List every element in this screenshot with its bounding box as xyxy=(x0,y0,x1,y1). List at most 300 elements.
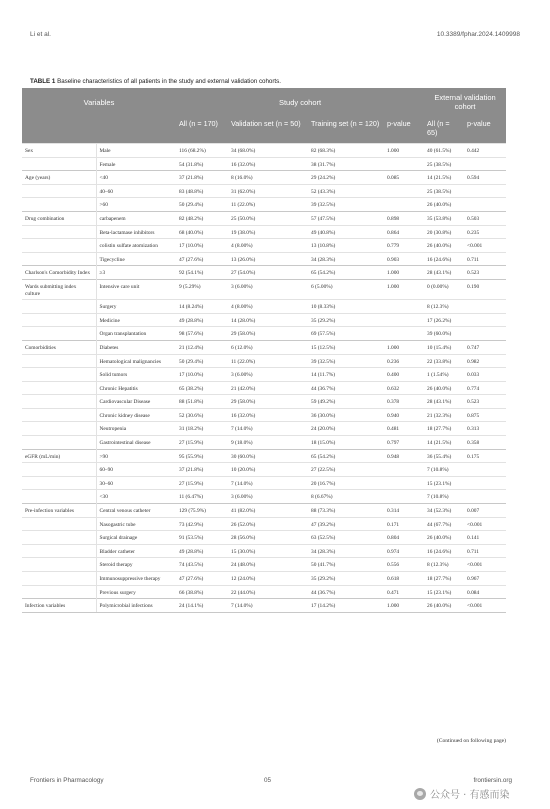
cell-p-value-external: 0.982 xyxy=(464,354,506,368)
cell-all-external: 7 (10.8%) xyxy=(424,463,464,477)
cell-p-value-study xyxy=(384,157,424,171)
cell-p-value-external: <0.001 xyxy=(464,599,506,613)
cell-training-set: 29 (24.2%) xyxy=(308,171,384,185)
cell-p-value-study: 0.400 xyxy=(384,368,424,382)
cell-all-external: 21 (32.3%) xyxy=(424,408,464,422)
cell-all-external: 0 (0.00%) xyxy=(424,279,464,299)
cell-all-external: 17 (26.2%) xyxy=(424,313,464,327)
cell-all-external: 26 (40.0%) xyxy=(424,531,464,545)
cell-p-value-external: 0.711 xyxy=(464,252,506,266)
cell-category: Bladder catheter xyxy=(96,544,176,558)
cell-variable xyxy=(22,558,96,572)
col-header-training-set: Training set (n = 120) xyxy=(308,116,384,144)
cell-variable: Wards submitting index culture xyxy=(22,279,96,299)
cell-category: ≥3 xyxy=(96,266,176,280)
header-external-validation-cohort: External validation cohort xyxy=(424,88,506,116)
continued-note: (Continued on following page) xyxy=(436,738,506,744)
cell-all-study: 95 (55.9%) xyxy=(176,449,228,463)
table-row xyxy=(22,544,506,558)
cell-validation-set: 11 (22.0%) xyxy=(228,198,308,212)
cell-p-value-study: 0.171 xyxy=(384,517,424,531)
cell-validation-set: 6 (12.0%) xyxy=(228,340,308,354)
cell-validation-set: 34 (68.0%) xyxy=(228,144,308,158)
col-header-all-external: All (n = 65) xyxy=(424,116,464,144)
cell-validation-set: 26 (52.0%) xyxy=(228,517,308,531)
cell-variable xyxy=(22,313,96,327)
cell-validation-set: 7 (14.0%) xyxy=(228,422,308,436)
cell-training-set: 35 (29.2%) xyxy=(308,572,384,586)
cell-training-set: 49 (40.8%) xyxy=(308,225,384,239)
cell-p-value-external: 0.033 xyxy=(464,368,506,382)
cell-category: Neutropenia xyxy=(96,422,176,436)
cell-training-set: 44 (36.7%) xyxy=(308,585,384,599)
cell-all-external: 22 (33.8%) xyxy=(424,354,464,368)
cell-p-value-study: 0.556 xyxy=(384,558,424,572)
cell-category: Beta-lactamase inhibitors xyxy=(96,225,176,239)
cell-category: colistin sulfate atomization xyxy=(96,239,176,253)
cell-category: <30 xyxy=(96,490,176,504)
table-row xyxy=(22,171,506,185)
cell-all-study: 98 (57.6%) xyxy=(176,327,228,341)
cell-training-set: 8 (6.67%) xyxy=(308,490,384,504)
cell-all-external: 36 (55.4%) xyxy=(424,449,464,463)
cell-category: >90 xyxy=(96,449,176,463)
cell-variable xyxy=(22,585,96,599)
footer-journal: Frontiers in Pharmacology xyxy=(30,777,104,784)
cell-validation-set: 28 (56.0%) xyxy=(228,531,308,545)
table-row xyxy=(22,266,506,280)
cell-variable xyxy=(22,300,96,314)
cell-p-value-study: 0.864 xyxy=(384,225,424,239)
cell-all-study: 47 (27.6%) xyxy=(176,572,228,586)
cell-training-set: 47 (39.2%) xyxy=(308,517,384,531)
table-row xyxy=(22,476,506,490)
cell-variable xyxy=(22,368,96,382)
cell-training-set: 14 (11.7%) xyxy=(308,368,384,382)
cell-p-value-external xyxy=(464,300,506,314)
cell-variable: Sex xyxy=(22,144,96,158)
cell-training-set: 17 (14.2%) xyxy=(308,599,384,613)
cell-all-study: 27 (15.9%) xyxy=(176,476,228,490)
cell-all-external: 25 (38.5%) xyxy=(424,184,464,198)
cell-all-study: 11 (6.47%) xyxy=(176,490,228,504)
cell-training-set: 15 (12.5%) xyxy=(308,340,384,354)
cell-all-study: 50 (29.4%) xyxy=(176,198,228,212)
cell-validation-set: 13 (26.0%) xyxy=(228,252,308,266)
cell-p-value-study: 0.779 xyxy=(384,239,424,253)
cell-p-value-study: 0.804 xyxy=(384,531,424,545)
cell-p-value-study: 0.481 xyxy=(384,422,424,436)
cell-validation-set: 22 (44.0%) xyxy=(228,585,308,599)
cell-validation-set: 31 (62.0%) xyxy=(228,184,308,198)
cell-all-study: 88 (51.8%) xyxy=(176,395,228,409)
cell-all-external: 34 (52.3%) xyxy=(424,504,464,518)
table-row xyxy=(22,436,506,450)
cell-p-value-study: 1.000 xyxy=(384,599,424,613)
running-header-doi: 10.3389/fphar.2024.1409998 xyxy=(436,31,520,38)
cell-training-set: 65 (54.2%) xyxy=(308,266,384,280)
table-caption-label: TABLE 1 xyxy=(30,78,56,85)
cell-all-study: 83 (48.8%) xyxy=(176,184,228,198)
cell-all-external: 28 (43.1%) xyxy=(424,266,464,280)
cell-p-value-study xyxy=(384,313,424,327)
cell-category: Central venous catheter xyxy=(96,504,176,518)
table-caption-text: Baseline characteristics of all patients in the study and external validation cohorts. xyxy=(57,78,281,85)
cell-all-study: 73 (42.9%) xyxy=(176,517,228,531)
cell-p-value-study: 0.378 xyxy=(384,395,424,409)
cell-category: Previous surgery xyxy=(96,585,176,599)
cell-category: Female xyxy=(96,157,176,171)
cell-training-set: 24 (20.0%) xyxy=(308,422,384,436)
table-row xyxy=(22,517,506,531)
table-row xyxy=(22,463,506,477)
watermark-text: 公众号 · 有感而染 xyxy=(430,790,510,801)
cell-category: Surgical drainage xyxy=(96,531,176,545)
footer-page-number: 05 xyxy=(264,777,272,784)
cell-p-value-external: 0.190 xyxy=(464,279,506,299)
cell-all-study: 47 (27.6%) xyxy=(176,252,228,266)
cell-all-external: 18 (27.7%) xyxy=(424,572,464,586)
cell-validation-set: 4 (8.00%) xyxy=(228,300,308,314)
cell-variable: Drug combination xyxy=(22,211,96,225)
cell-variable xyxy=(22,239,96,253)
cell-p-value-study xyxy=(384,476,424,490)
table-row xyxy=(22,531,506,545)
cell-p-value-external: 0.141 xyxy=(464,531,506,545)
cell-validation-set: 3 (6.00%) xyxy=(228,490,308,504)
cell-variable xyxy=(22,517,96,531)
cell-all-study: 65 (38.2%) xyxy=(176,381,228,395)
cell-training-set: 27 (22.5%) xyxy=(308,463,384,477)
cell-training-set: 36 (30.0%) xyxy=(308,408,384,422)
cell-variable xyxy=(22,408,96,422)
cell-all-external: 7 (10.8%) xyxy=(424,490,464,504)
watermark xyxy=(414,786,510,801)
cell-all-external: 20 (30.8%) xyxy=(424,225,464,239)
table-row xyxy=(22,313,506,327)
cell-p-value-external: 0.967 xyxy=(464,572,506,586)
cell-validation-set: 15 (30.0%) xyxy=(228,544,308,558)
cell-all-external: 1 (1.54%) xyxy=(424,368,464,382)
cell-category: Chronic Hepatitis xyxy=(96,381,176,395)
cell-all-study: 17 (10.0%) xyxy=(176,239,228,253)
cell-p-value-study xyxy=(384,327,424,341)
cell-validation-set: 3 (6.00%) xyxy=(228,279,308,299)
cell-training-set: 88 (73.3%) xyxy=(308,504,384,518)
cell-training-set: 6 (5.00%) xyxy=(308,279,384,299)
cell-category: Gastrointestinal disease xyxy=(96,436,176,450)
cell-category: Organ transplantation xyxy=(96,327,176,341)
cell-p-value-study: 1.000 xyxy=(384,266,424,280)
cell-p-value-external: 0.594 xyxy=(464,171,506,185)
cell-all-study: 31 (18.2%) xyxy=(176,422,228,436)
cell-p-value-external xyxy=(464,327,506,341)
cell-variable xyxy=(22,572,96,586)
cell-all-external: 10 (15.4%) xyxy=(424,340,464,354)
cell-category: Male xyxy=(96,144,176,158)
cell-all-external: 15 (23.1%) xyxy=(424,585,464,599)
cell-variable: eGFR (mL/min) xyxy=(22,449,96,463)
cell-variable: Infection variables xyxy=(22,599,96,613)
table-row xyxy=(22,211,506,225)
table-row xyxy=(22,198,506,212)
footer-site: frontiersin.org xyxy=(473,777,512,784)
cell-p-value-study: 0.618 xyxy=(384,572,424,586)
table-row xyxy=(22,599,506,613)
cell-validation-set: 30 (60.0%) xyxy=(228,449,308,463)
header-variables: Variables xyxy=(22,88,176,116)
table-row xyxy=(22,449,506,463)
cell-p-value-external xyxy=(464,157,506,171)
cell-variable xyxy=(22,381,96,395)
cell-category: >60 xyxy=(96,198,176,212)
cell-training-set: 38 (31.7%) xyxy=(308,157,384,171)
cell-all-study: 92 (54.1%) xyxy=(176,266,228,280)
table-row xyxy=(22,157,506,171)
cell-p-value-external xyxy=(464,184,506,198)
cell-all-study: 9 (5.29%) xyxy=(176,279,228,299)
table-row xyxy=(22,252,506,266)
cell-p-value-external: 0.235 xyxy=(464,225,506,239)
cell-training-set: 39 (32.5%) xyxy=(308,198,384,212)
cell-all-study: 52 (30.6%) xyxy=(176,408,228,422)
cell-p-value-study: 1.000 xyxy=(384,144,424,158)
cell-all-study: 129 (75.9%) xyxy=(176,504,228,518)
table-row xyxy=(22,395,506,409)
table-row xyxy=(22,279,506,299)
cell-all-external: 8 (12.3%) xyxy=(424,558,464,572)
cell-variable: Pre-infection variables xyxy=(22,504,96,518)
cell-category: Chronic kidney disease xyxy=(96,408,176,422)
running-header-author: Li et al. xyxy=(30,31,51,38)
cell-validation-set: 10 (20.0%) xyxy=(228,463,308,477)
cell-p-value-study xyxy=(384,490,424,504)
cell-variable: Age (years) xyxy=(22,171,96,185)
cell-training-set: 34 (28.3%) xyxy=(308,252,384,266)
header-blank xyxy=(22,116,176,144)
cell-p-value-external xyxy=(464,313,506,327)
table-row xyxy=(22,144,506,158)
cell-p-value-study: 0.632 xyxy=(384,381,424,395)
cell-all-external: 14 (21.5%) xyxy=(424,436,464,450)
cell-p-value-external: 0.442 xyxy=(464,144,506,158)
cell-all-study: 91 (53.5%) xyxy=(176,531,228,545)
cell-training-set: 65 (54.2%) xyxy=(308,449,384,463)
col-header-validation-set: Validation set (n = 50) xyxy=(228,116,308,144)
cell-validation-set: 11 (22.0%) xyxy=(228,354,308,368)
cell-p-value-external: 0.007 xyxy=(464,504,506,518)
cell-all-external: 25 (38.5%) xyxy=(424,157,464,171)
cell-p-value-study: 0.898 xyxy=(384,211,424,225)
cell-variable xyxy=(22,490,96,504)
cell-p-value-external: <0.001 xyxy=(464,517,506,531)
cell-all-study: 66 (38.8%) xyxy=(176,585,228,599)
cell-variable xyxy=(22,252,96,266)
cell-p-value-study: 0.903 xyxy=(384,252,424,266)
cell-category: Immunosuppressive therapy xyxy=(96,572,176,586)
cell-category: <40 xyxy=(96,171,176,185)
cell-training-set: 82 (68.3%) xyxy=(308,144,384,158)
cell-training-set: 69 (57.5%) xyxy=(308,327,384,341)
cell-variable xyxy=(22,436,96,450)
cell-p-value-study: 0.236 xyxy=(384,354,424,368)
cell-all-external: 26 (40.0%) xyxy=(424,599,464,613)
cell-validation-set: 8 (16.0%) xyxy=(228,171,308,185)
cell-validation-set: 41 (82.0%) xyxy=(228,504,308,518)
table-row xyxy=(22,490,506,504)
cell-training-set: 59 (49.2%) xyxy=(308,395,384,409)
cell-all-external: 26 (40.0%) xyxy=(424,381,464,395)
cell-category: Diabetes xyxy=(96,340,176,354)
cell-variable xyxy=(22,422,96,436)
cell-p-value-study: 0.940 xyxy=(384,408,424,422)
cell-variable xyxy=(22,198,96,212)
cell-validation-set: 7 (14.0%) xyxy=(228,476,308,490)
cell-variable: Charlson's Comorbidity Index xyxy=(22,266,96,280)
cell-p-value-external: 0.523 xyxy=(464,395,506,409)
cell-validation-set: 19 (38.0%) xyxy=(228,225,308,239)
cell-all-external: 8 (12.3%) xyxy=(424,300,464,314)
cell-validation-set: 3 (6.00%) xyxy=(228,368,308,382)
cell-category: Steroid therapy xyxy=(96,558,176,572)
cell-p-value-study: 0.085 xyxy=(384,171,424,185)
cell-category: Tigecycline xyxy=(96,252,176,266)
cell-category: Medicine xyxy=(96,313,176,327)
table-row xyxy=(22,572,506,586)
col-header-all-study: All (n = 170) xyxy=(176,116,228,144)
table-row xyxy=(22,422,506,436)
cell-variable xyxy=(22,157,96,171)
cell-p-value-external: 0.084 xyxy=(464,585,506,599)
cell-p-value-external: 0.358 xyxy=(464,436,506,450)
cell-p-value-external: 0.313 xyxy=(464,422,506,436)
wechat-icon xyxy=(414,788,426,800)
cell-all-study: 49 (28.8%) xyxy=(176,313,228,327)
cell-validation-set: 9 (18.0%) xyxy=(228,436,308,450)
cell-variable xyxy=(22,395,96,409)
table-row xyxy=(22,239,506,253)
table-row xyxy=(22,184,506,198)
cell-all-study: 68 (40.0%) xyxy=(176,225,228,239)
cell-all-study: 27 (15.9%) xyxy=(176,436,228,450)
header-study-cohort: Study cohort xyxy=(176,88,424,116)
cell-category: Polymicrobial infections xyxy=(96,599,176,613)
table-row xyxy=(22,381,506,395)
cell-validation-set: 14 (28.0%) xyxy=(228,313,308,327)
cell-p-value-study xyxy=(384,463,424,477)
cell-category: carbapenem xyxy=(96,211,176,225)
cell-validation-set: 24 (48.0%) xyxy=(228,558,308,572)
cell-variable xyxy=(22,476,96,490)
table-row xyxy=(22,225,506,239)
cell-p-value-external: 0.774 xyxy=(464,381,506,395)
cell-validation-set: 29 (58.0%) xyxy=(228,327,308,341)
cell-training-set: 18 (15.0%) xyxy=(308,436,384,450)
cell-p-value-external: 0.747 xyxy=(464,340,506,354)
table-row xyxy=(22,368,506,382)
cell-validation-set: 4 (8.00%) xyxy=(228,239,308,253)
cell-all-study: 116 (68.2%) xyxy=(176,144,228,158)
cell-all-external: 18 (27.7%) xyxy=(424,422,464,436)
cell-p-value-study: 0.797 xyxy=(384,436,424,450)
cell-validation-set: 25 (50.0%) xyxy=(228,211,308,225)
cell-category: Intensive care unit xyxy=(96,279,176,299)
cell-training-set: 35 (29.2%) xyxy=(308,313,384,327)
cell-p-value-study xyxy=(384,300,424,314)
cell-variable xyxy=(22,463,96,477)
cell-all-external: 28 (43.1%) xyxy=(424,395,464,409)
cell-p-value-external: 0.875 xyxy=(464,408,506,422)
cell-category: 40–60 xyxy=(96,184,176,198)
cell-all-external: 26 (40.0%) xyxy=(424,198,464,212)
cell-p-value-study xyxy=(384,198,424,212)
cell-p-value-study: 1.000 xyxy=(384,279,424,299)
table-row xyxy=(22,327,506,341)
cell-p-value-study: 0.974 xyxy=(384,544,424,558)
cell-training-set: 39 (32.5%) xyxy=(308,354,384,368)
cell-all-study: 54 (31.8%) xyxy=(176,157,228,171)
cell-p-value-study xyxy=(384,184,424,198)
cell-p-value-external: 0.175 xyxy=(464,449,506,463)
table-row xyxy=(22,408,506,422)
col-header-p-value-study: p-value xyxy=(384,116,424,144)
table-row xyxy=(22,340,506,354)
cell-all-external: 39 (60.0%) xyxy=(424,327,464,341)
cell-all-external: 35 (53.8%) xyxy=(424,211,464,225)
cell-all-study: 74 (43.5%) xyxy=(176,558,228,572)
cell-validation-set: 12 (24.0%) xyxy=(228,572,308,586)
cell-p-value-study: 0.471 xyxy=(384,585,424,599)
cell-all-external: 16 (24.6%) xyxy=(424,544,464,558)
table-body xyxy=(22,144,506,613)
cell-p-value-external: <0.001 xyxy=(464,558,506,572)
cell-all-external: 26 (40.0%) xyxy=(424,239,464,253)
cell-all-external: 15 (23.1%) xyxy=(424,476,464,490)
cell-validation-set: 7 (14.0%) xyxy=(228,599,308,613)
cell-p-value-external: 0.711 xyxy=(464,544,506,558)
cell-all-external: 44 (67.7%) xyxy=(424,517,464,531)
table-caption xyxy=(30,78,281,85)
table-row xyxy=(22,504,506,518)
cell-validation-set: 29 (58.0%) xyxy=(228,395,308,409)
baseline-characteristics-table xyxy=(22,88,506,613)
cell-all-study: 21 (12.4%) xyxy=(176,340,228,354)
cell-p-value-study: 1.000 xyxy=(384,340,424,354)
cell-training-set: 52 (43.3%) xyxy=(308,184,384,198)
cell-validation-set: 27 (54.0%) xyxy=(228,266,308,280)
cell-p-value-external: 0.503 xyxy=(464,211,506,225)
table-row xyxy=(22,300,506,314)
col-header-p-value-external: p-value xyxy=(464,116,506,144)
cell-variable xyxy=(22,225,96,239)
cell-all-study: 50 (29.4%) xyxy=(176,354,228,368)
cell-training-set: 10 (8.33%) xyxy=(308,300,384,314)
cell-variable xyxy=(22,184,96,198)
cell-training-set: 44 (36.7%) xyxy=(308,381,384,395)
cell-all-external: 16 (24.6%) xyxy=(424,252,464,266)
cell-category: 30–60 xyxy=(96,476,176,490)
cell-all-study: 14 (8.24%) xyxy=(176,300,228,314)
cell-p-value-study: 0.314 xyxy=(384,504,424,518)
cell-category: Hematological malignancies xyxy=(96,354,176,368)
cell-all-study: 17 (10.0%) xyxy=(176,368,228,382)
cell-validation-set: 21 (42.0%) xyxy=(228,381,308,395)
cell-all-study: 82 (48.2%) xyxy=(176,211,228,225)
cell-p-value-study: 0.948 xyxy=(384,449,424,463)
cell-p-value-external xyxy=(464,198,506,212)
cell-all-study: 24 (14.1%) xyxy=(176,599,228,613)
cell-p-value-external xyxy=(464,490,506,504)
